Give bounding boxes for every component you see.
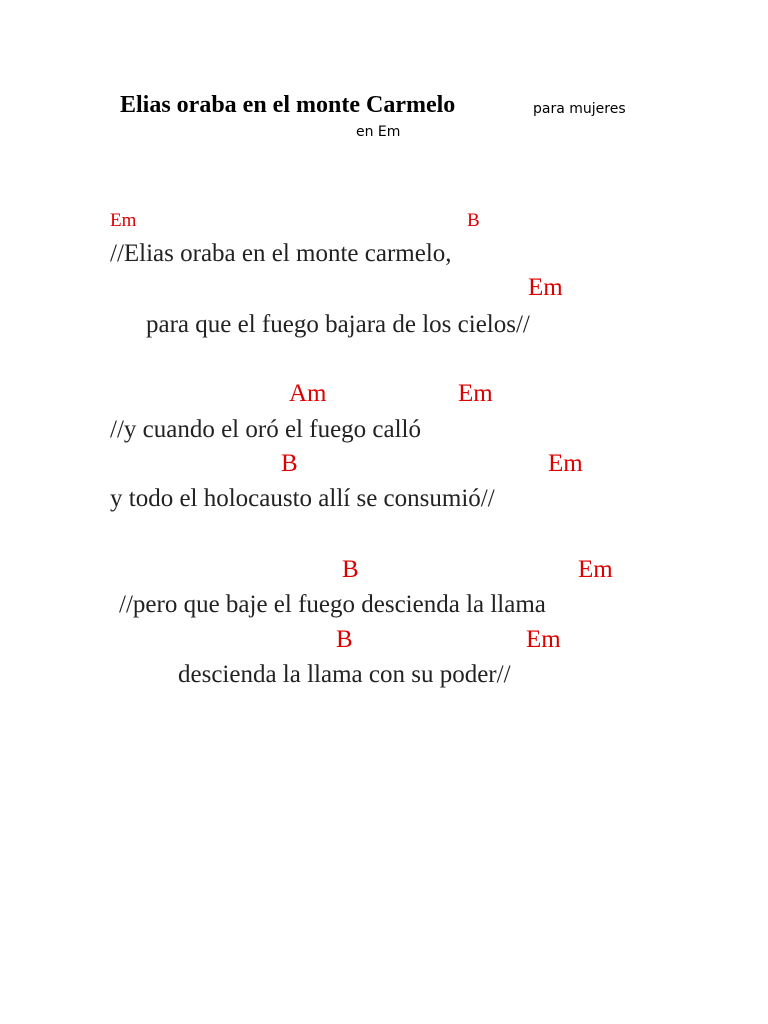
lyric-line: y todo el holocausto allí se consumió// bbox=[110, 485, 495, 512]
lyric-line: para que el fuego bajara de los cielos// bbox=[146, 311, 530, 338]
chord: Em bbox=[526, 626, 561, 653]
lyric-line: descienda la llama con su poder// bbox=[178, 661, 511, 688]
song-title: Elias oraba en el monte Carmelo bbox=[120, 92, 456, 118]
chord: Em bbox=[110, 210, 137, 231]
lyric-line: //y cuando el oró el fuego calló bbox=[110, 416, 421, 443]
lyric-line: //pero que baje el fuego descienda la llama bbox=[119, 591, 546, 618]
chord: Em bbox=[528, 274, 563, 301]
lyric-line: //Elias oraba en el monte carmelo, bbox=[110, 240, 452, 267]
chord: Am bbox=[289, 380, 327, 407]
chord: B bbox=[342, 556, 359, 583]
chord: B bbox=[336, 626, 353, 653]
song-subtitle: para mujeres bbox=[533, 101, 626, 117]
chord: Em bbox=[458, 380, 493, 407]
chord: B bbox=[281, 450, 298, 477]
chord: Em bbox=[578, 556, 613, 583]
chord: Em bbox=[548, 450, 583, 477]
song-key: en Em bbox=[356, 124, 401, 140]
chord: B bbox=[467, 210, 480, 231]
